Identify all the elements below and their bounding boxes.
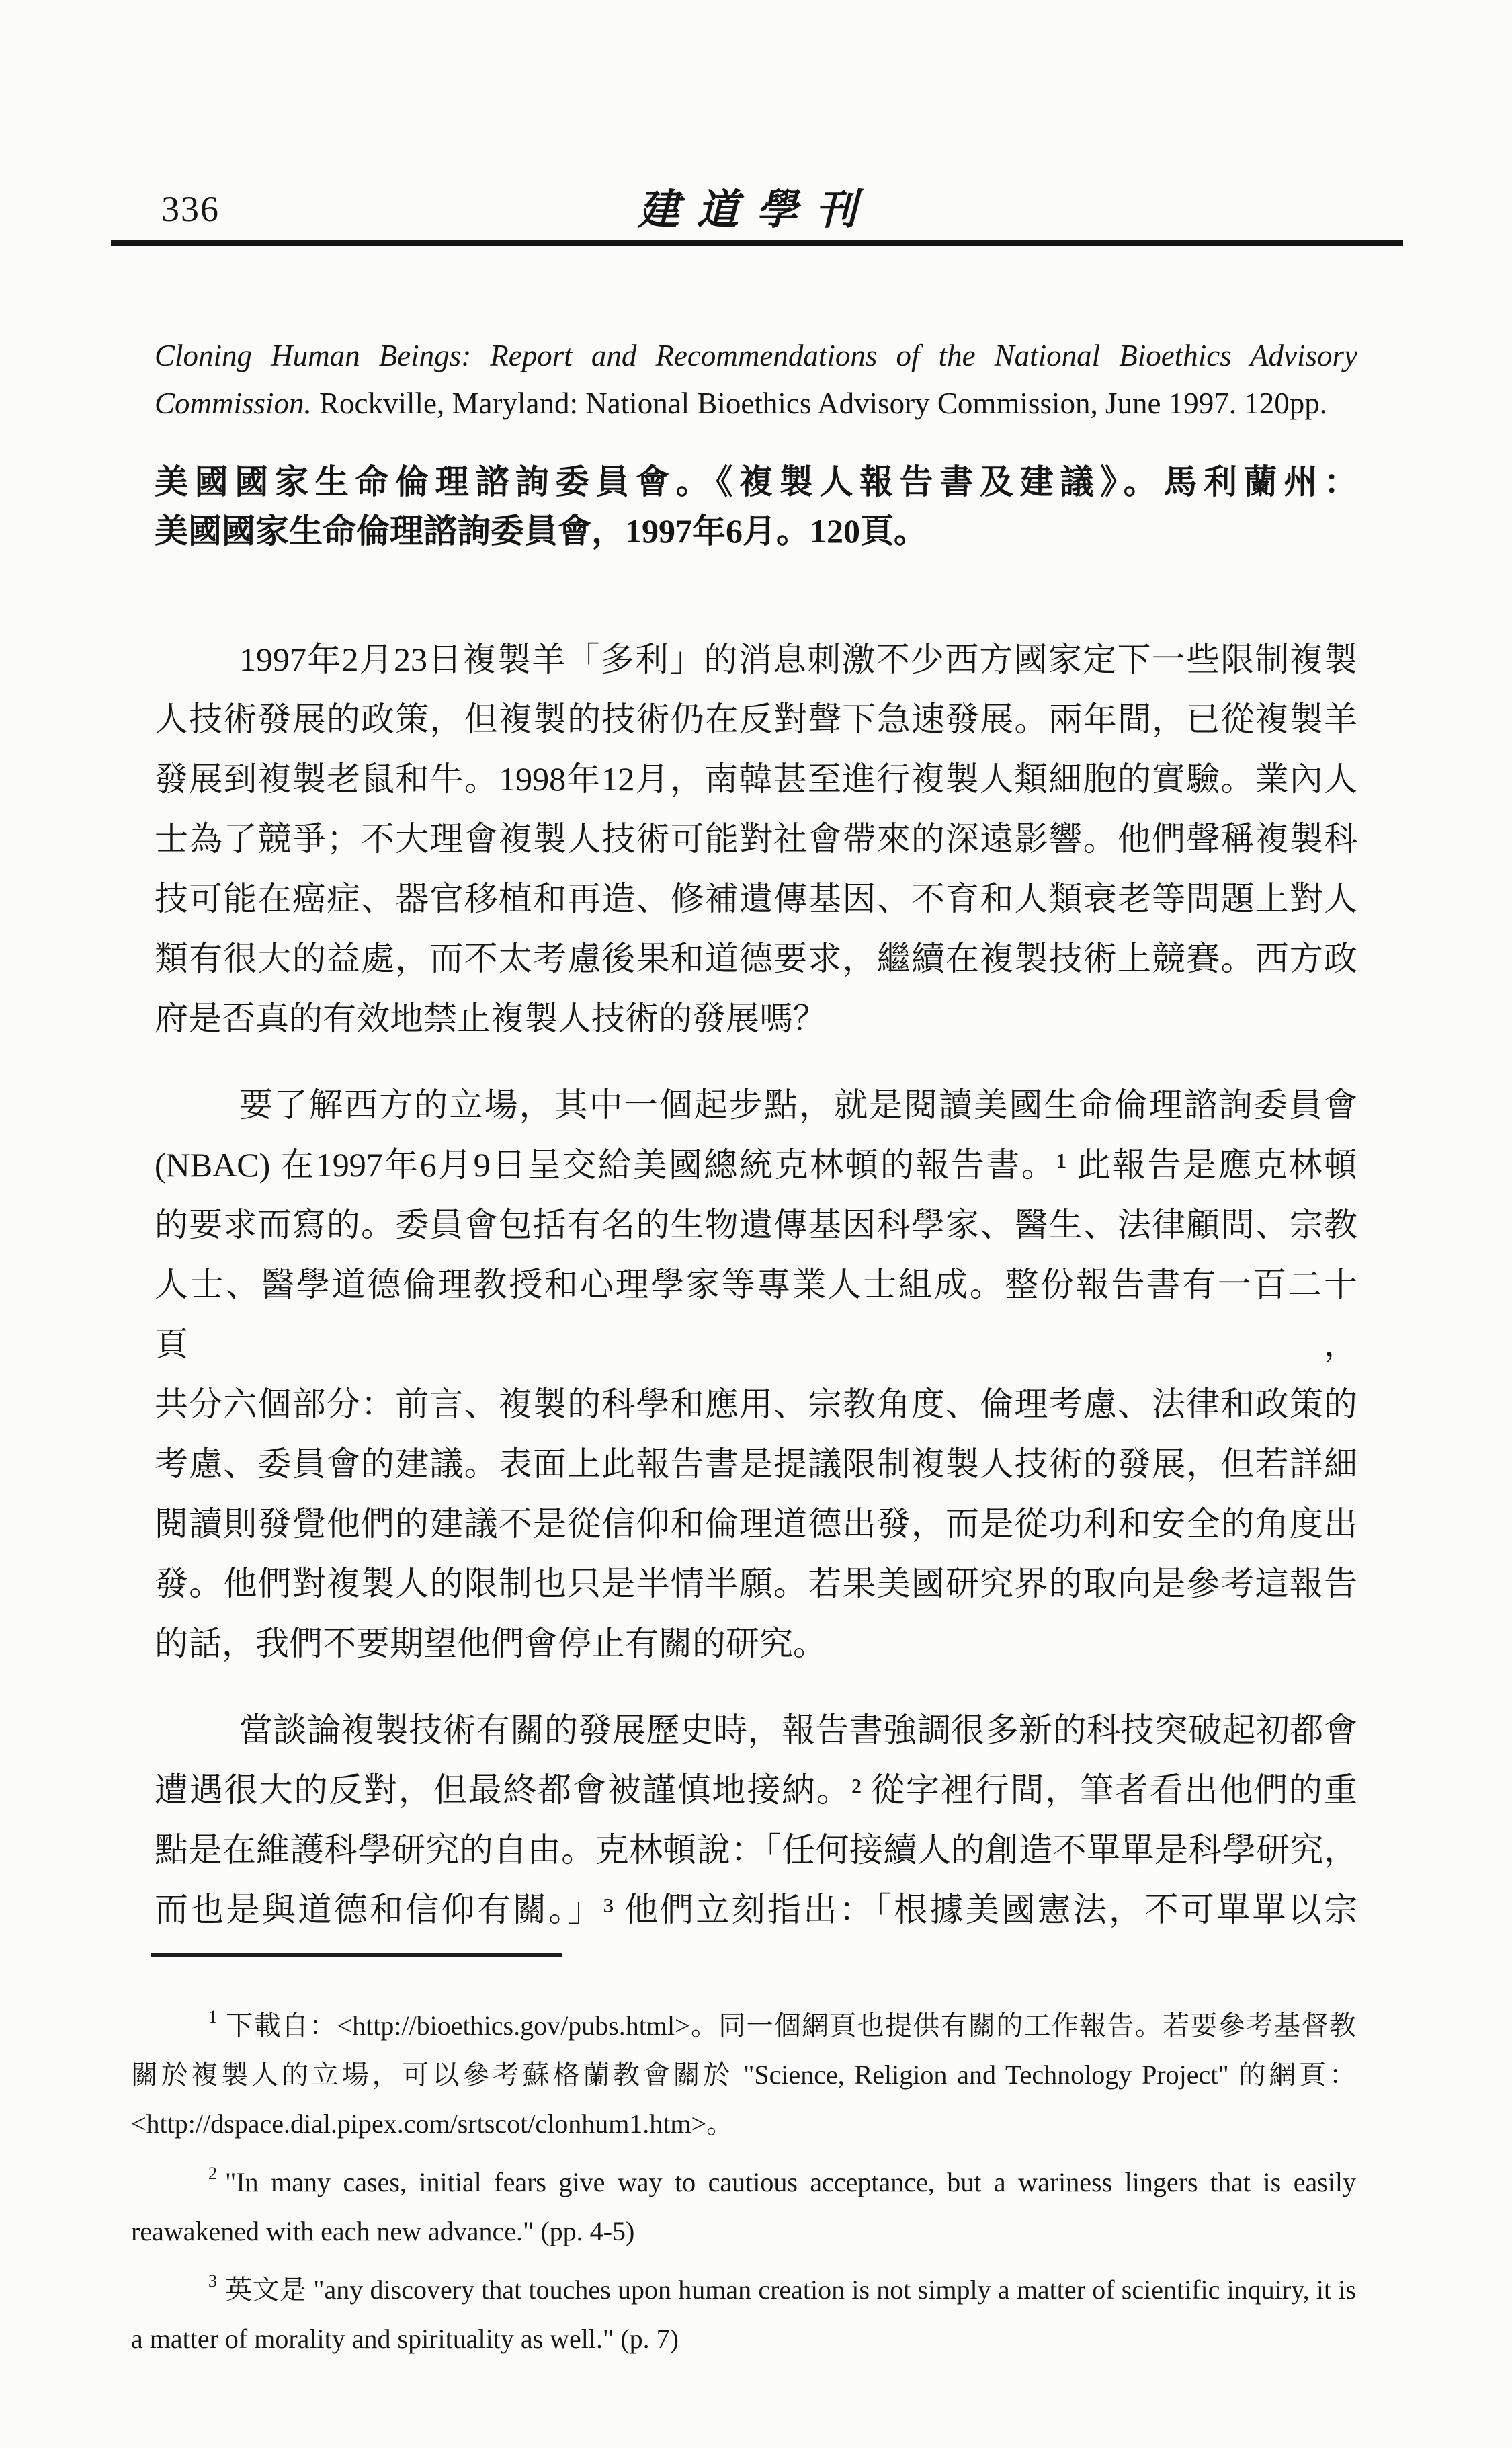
- body-line: 而也是與道德和信仰有關。」³ 他們立刻指出：「根據美國憲法，不可單單以宗: [155, 1891, 1357, 1928]
- footnote-text: "In many cases, initial fears give way to cautious acceptance, but a wariness lingers that is easily reawakened with each new advance." (pp. 4-5): [131, 2167, 1356, 2246]
- footnote-text: 下載自：<http://bioethics.gov/pubs.html>。同一個網頁也提供有關的工作報告。若要參考基督教關於複製人的立場，可以參考蘇格蘭教會關於 "Science, Religion and Technology Project" 的網頁：<http://dspace.dial.pipex.com/srtscot/clonhum1.htm>。: [131, 2010, 1356, 2139]
- citation-chinese-line: 美國國家生命倫理諮詢委員會。《複製人報告書及建議》。馬利蘭州：: [155, 463, 1357, 501]
- body-line: 發展到複製老鼠和牛。1998年12月，南韓甚至進行複製人類細胞的實驗。業內人: [155, 760, 1357, 798]
- body-line: 人士、醫學道德倫理教授和心理學家等專業人士組成。整份報告書有一百二十頁，: [155, 1266, 1357, 1363]
- footnote-marker: 3: [208, 2271, 217, 2291]
- footnote-2: [131, 2158, 1356, 2256]
- paragraph-1: [155, 630, 1357, 1049]
- footnote-1: [131, 2001, 1356, 2148]
- body-line: 的話，我們不要期望他們會停止有關的研究。: [155, 1625, 827, 1662]
- body-line: 府是否真的有效地禁止複製人技術的發展嗎？: [155, 999, 827, 1037]
- body-line: 1997年2月23日複製羊「多利」的消息刺激不少西方國家定下一些限制複製: [239, 641, 1357, 678]
- body-line: 類有很大的益處，而不太考慮後果和道德要求，繼續在複製技術上競賽。西方政: [155, 940, 1357, 977]
- footnote-3: [131, 2265, 1356, 2363]
- paragraph-3: [155, 1701, 1357, 1940]
- page-number: 336: [161, 189, 220, 229]
- citation-chinese-line: 美國國家生命倫理諮詢委員會，1997年6月。120頁。: [155, 512, 927, 550]
- citation-chinese: [155, 458, 1357, 556]
- body-line: 人技術發展的政策，但複製的技術仍在反對聲下急速發展。兩年間，已從複製羊: [155, 700, 1357, 738]
- running-header: [155, 0, 1357, 240]
- citation-english-italic: Cloning Human Beings: Report and Recommendations of the National Bioethics Advisory Commission.: [155, 339, 1357, 420]
- footnotes-section: [131, 2001, 1356, 2363]
- paragraph-2: [155, 1075, 1357, 1674]
- citation-english: [155, 332, 1357, 427]
- body-line: 技可能在癌症、器官移植和再造、修補遺傳基因、不育和人類衰老等問題上對人: [155, 880, 1357, 917]
- body-line: 的要求而寫的。委員會包括有名的生物遺傳基因科學家、醫生、法律顧問、宗教: [155, 1206, 1357, 1243]
- header-rule: [111, 240, 1403, 246]
- body-line: 士為了競爭；不大理會複製人技術可能對社會帶來的深遠影響。他們聲稱複製科: [155, 820, 1357, 858]
- footnote-marker: 1: [208, 2007, 217, 2027]
- journal-title: 建道學刊: [637, 188, 875, 233]
- body-line: 遭遇很大的反對，但最終都會被謹慎地接納。² 從字裡行間，筆者看出他們的重: [155, 1771, 1357, 1809]
- footnote-separator-rule: [151, 1953, 562, 1957]
- body-line: 當談論複製技術有關的發展歷史時，報告書強調很多新的科技突破起初都會: [239, 1711, 1357, 1749]
- footnote-text: 英文是 "any discovery that touches upon human creation is not simply a matter of scientific inquiry, it is a matter of morality and spirituality as well." (p. 7): [131, 2275, 1356, 2354]
- body-line: 考慮、委員會的建議。表面上此報告書是提議限制複製人技術的發展，但若詳細: [155, 1445, 1357, 1483]
- body-line: (NBAC) 在1997年6月9日呈交給美國總統克林頓的報告書。¹ 此報告是應克林頓: [155, 1146, 1357, 1184]
- citation-english-roman: Rockville, Maryland: National Bioethics Advisory Commission, June 1997. 120pp.: [311, 386, 1327, 420]
- body-line: 要了解西方的立場，其中一個起步點，就是閱讀美國生命倫理諮詢委員會: [239, 1086, 1357, 1124]
- body-line: 點是在維護科學研究的自由。克林頓說：「任何接續人的創造不單單是科學研究，: [155, 1831, 1357, 1869]
- footnote-marker: 2: [208, 2164, 217, 2183]
- body-line: 發。他們對複製人的限制也只是半情半願。若果美國研究界的取向是參考這報告: [155, 1565, 1357, 1602]
- body-line: 閱讀則發覺他們的建議不是從信仰和倫理道德出發，而是從功利和安全的角度出: [155, 1505, 1357, 1543]
- body-line: 共分六個部分：前言、複製的科學和應用、宗教角度、倫理考慮、法律和政策的: [155, 1385, 1357, 1423]
